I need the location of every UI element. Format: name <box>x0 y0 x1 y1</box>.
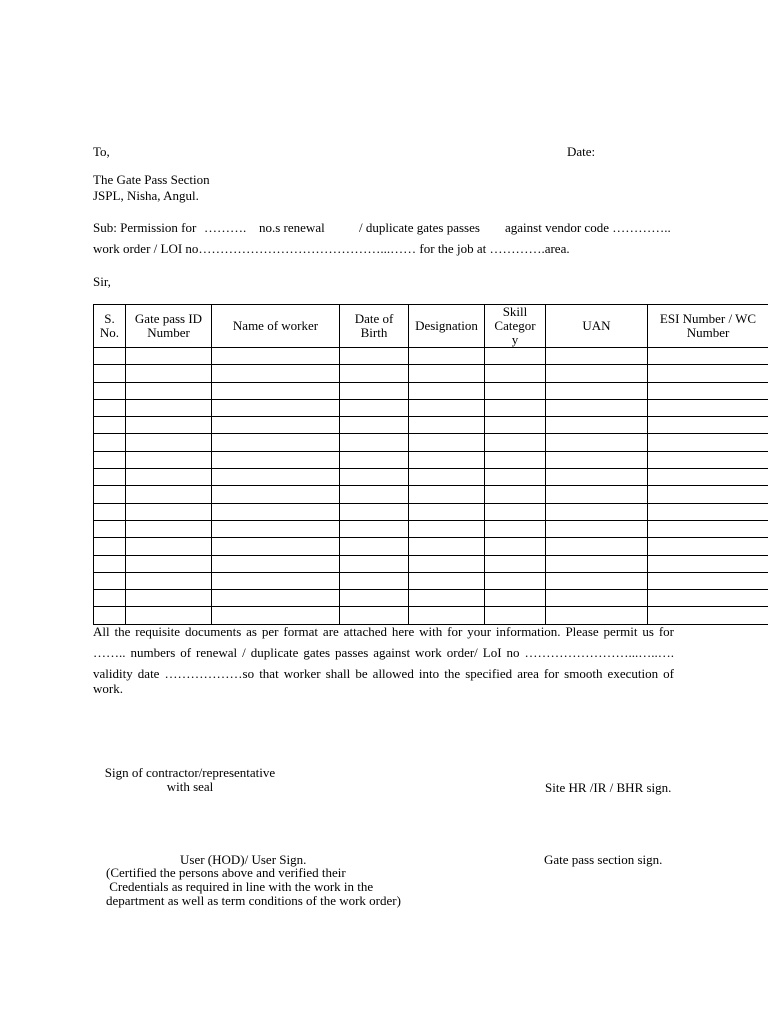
table-cell[interactable] <box>409 555 485 572</box>
table-cell[interactable] <box>409 434 485 451</box>
subject-work-order-line: work order / LOI no……………………………………...…… for the job at ………….area. <box>93 241 570 256</box>
table-cell[interactable] <box>212 538 340 555</box>
table-row <box>94 434 768 451</box>
user-hod-signature: User (HOD)/ User Sign. <box>180 852 307 867</box>
table-cell[interactable] <box>340 486 409 503</box>
table-cell[interactable] <box>340 520 409 537</box>
certification-note <box>106 866 401 908</box>
column-header-7 <box>546 305 648 348</box>
table-cell[interactable] <box>409 520 485 537</box>
table-cell[interactable] <box>485 469 546 486</box>
column-header-text: UAN <box>582 318 611 333</box>
certification-line-2: Credentials as required in line with the work in the <box>106 879 374 894</box>
table-row <box>94 469 768 486</box>
column-header-text: y <box>511 332 519 347</box>
table-cell[interactable] <box>648 365 768 382</box>
table-row <box>94 399 768 416</box>
table-cell[interactable] <box>94 555 126 572</box>
table-cell[interactable] <box>409 365 485 382</box>
table-cell[interactable] <box>212 434 340 451</box>
table-cell[interactable] <box>546 538 648 555</box>
table-cell[interactable] <box>94 538 126 555</box>
table-cell[interactable] <box>340 555 409 572</box>
table-cell[interactable] <box>212 365 340 382</box>
table-cell[interactable] <box>94 399 126 416</box>
table-cell[interactable] <box>546 555 648 572</box>
table-cell[interactable] <box>485 590 546 607</box>
table-cell[interactable] <box>126 520 212 537</box>
column-header-text: S. <box>104 311 115 326</box>
table-cell[interactable] <box>485 486 546 503</box>
column-header-text: Number <box>686 325 730 340</box>
table-cell[interactable] <box>340 572 409 589</box>
table-cell[interactable] <box>546 486 648 503</box>
table-body <box>94 348 768 625</box>
table-cell[interactable] <box>648 520 768 537</box>
column-header-4 <box>340 305 409 348</box>
table-row <box>94 348 768 365</box>
column-header-3 <box>212 305 340 348</box>
table-cell[interactable] <box>546 590 648 607</box>
table-cell[interactable] <box>409 590 485 607</box>
table-cell[interactable] <box>409 451 485 468</box>
table-cell[interactable] <box>546 572 648 589</box>
table-cell[interactable] <box>409 399 485 416</box>
to-label: To, <box>93 144 110 159</box>
column-header-1 <box>94 305 126 348</box>
table-cell[interactable] <box>126 365 212 382</box>
column-header-text: Gate pass ID <box>134 311 203 326</box>
table-row <box>94 382 768 399</box>
table-cell[interactable] <box>648 382 768 399</box>
table-cell[interactable] <box>409 382 485 399</box>
table-cell[interactable] <box>212 382 340 399</box>
table-cell[interactable] <box>546 503 648 520</box>
subject-label: Sub: Permission for <box>93 220 197 235</box>
table-cell[interactable] <box>648 417 768 434</box>
table-cell[interactable] <box>212 486 340 503</box>
body-line-2: …….. numbers of renewal / duplicate gates passes against work order/ LoI no ……………………...…..…. <box>93 645 674 660</box>
column-header-6 <box>485 305 546 348</box>
table-cell[interactable] <box>409 486 485 503</box>
table-cell[interactable] <box>648 538 768 555</box>
salutation: Sir, <box>93 274 111 289</box>
table-cell[interactable] <box>340 538 409 555</box>
table-cell[interactable] <box>340 417 409 434</box>
table-cell[interactable] <box>94 434 126 451</box>
table-cell[interactable] <box>94 503 126 520</box>
table-cell[interactable] <box>126 503 212 520</box>
subject-blank-count: ………. <box>204 220 247 235</box>
table-cell[interactable] <box>648 399 768 416</box>
column-header-text: Categor <box>494 318 536 333</box>
table-cell[interactable] <box>409 469 485 486</box>
table-cell[interactable] <box>126 399 212 416</box>
table-cell[interactable] <box>485 451 546 468</box>
table-cell[interactable] <box>212 348 340 365</box>
table-cell[interactable] <box>648 555 768 572</box>
recipient-line-1: The Gate Pass Section <box>93 172 210 187</box>
table-cell[interactable] <box>340 348 409 365</box>
certification-line-3: department as well as term conditions of the work order) <box>106 893 401 908</box>
table-cell[interactable] <box>409 538 485 555</box>
table-cell[interactable] <box>126 590 212 607</box>
table-cell[interactable] <box>485 607 546 624</box>
table-cell[interactable] <box>485 555 546 572</box>
table-cell[interactable] <box>126 417 212 434</box>
table-cell[interactable] <box>126 555 212 572</box>
table-cell[interactable] <box>212 590 340 607</box>
table-cell[interactable] <box>94 607 126 624</box>
table-row <box>94 365 768 382</box>
column-header-2 <box>126 305 212 348</box>
table-cell[interactable] <box>212 451 340 468</box>
table-cell[interactable] <box>212 520 340 537</box>
recipient-line-2: JSPL, Nisha, Angul. <box>93 188 199 203</box>
table-row <box>94 555 768 572</box>
column-header-text: Designation <box>415 318 478 333</box>
table-cell[interactable] <box>212 469 340 486</box>
table-cell[interactable] <box>546 399 648 416</box>
table-cell[interactable] <box>126 607 212 624</box>
table-cell[interactable] <box>546 451 648 468</box>
table-cell[interactable] <box>409 607 485 624</box>
table-cell[interactable] <box>546 469 648 486</box>
table-cell[interactable] <box>94 469 126 486</box>
table-cell[interactable] <box>546 365 648 382</box>
table-row <box>94 451 768 468</box>
table-header-row <box>94 305 768 348</box>
table-cell[interactable] <box>648 503 768 520</box>
column-header-8 <box>648 305 768 348</box>
table-cell[interactable] <box>126 572 212 589</box>
table-cell[interactable] <box>212 555 340 572</box>
table-cell[interactable] <box>212 607 340 624</box>
table-cell[interactable] <box>212 399 340 416</box>
table-cell[interactable] <box>94 520 126 537</box>
table-row <box>94 417 768 434</box>
table-cell[interactable] <box>340 590 409 607</box>
table-cell[interactable] <box>340 399 409 416</box>
table-cell[interactable] <box>546 348 648 365</box>
body-line-3: validity date ………………so that worker shall be allowed into the specified area for smooth execution of work. <box>93 666 674 696</box>
column-header-text: Name of worker <box>232 318 319 333</box>
table-cell[interactable] <box>340 469 409 486</box>
subject-vendor-code: against vendor code ………….. <box>505 220 671 235</box>
table-cell[interactable] <box>94 590 126 607</box>
table-cell[interactable] <box>546 607 648 624</box>
table-cell[interactable] <box>546 520 648 537</box>
subject-duplicate: / duplicate gates passes <box>359 220 480 235</box>
table-cell[interactable] <box>126 451 212 468</box>
table-row <box>94 486 768 503</box>
table-cell[interactable] <box>126 348 212 365</box>
table-cell[interactable] <box>409 348 485 365</box>
table-cell[interactable] <box>340 503 409 520</box>
column-header-text: ESI Number / WC <box>659 311 757 326</box>
contractor-signature-line-2: with seal <box>166 779 214 794</box>
table-cell[interactable] <box>648 434 768 451</box>
table-cell[interactable] <box>485 382 546 399</box>
table-cell[interactable] <box>212 417 340 434</box>
table-cell[interactable] <box>94 365 126 382</box>
table-cell[interactable] <box>485 520 546 537</box>
table-cell[interactable] <box>94 451 126 468</box>
table-cell[interactable] <box>485 399 546 416</box>
table-cell[interactable] <box>485 572 546 589</box>
table-row <box>94 607 768 624</box>
date-label: Date: <box>567 144 596 159</box>
table-cell[interactable] <box>648 590 768 607</box>
table-cell[interactable] <box>212 572 340 589</box>
table-cell[interactable] <box>485 503 546 520</box>
table-row <box>94 503 768 520</box>
table-cell[interactable] <box>94 572 126 589</box>
table-row <box>94 590 768 607</box>
table-cell[interactable] <box>409 503 485 520</box>
table-cell[interactable] <box>126 538 212 555</box>
table-cell[interactable] <box>94 486 126 503</box>
table-cell[interactable] <box>94 382 126 399</box>
table-cell[interactable] <box>648 451 768 468</box>
body-line-1: All the requisite documents as per format are attached here with for your information. Please permit us for <box>93 624 674 639</box>
contractor-signature-line-1: Sign of contractor/representative <box>104 765 276 780</box>
table-cell[interactable] <box>340 434 409 451</box>
certification-line-1: (Certified the persons above and verified their <box>106 865 346 880</box>
table-cell[interactable] <box>409 417 485 434</box>
table-row <box>94 572 768 589</box>
table-cell[interactable] <box>409 572 485 589</box>
table-cell[interactable] <box>648 486 768 503</box>
table-cell[interactable] <box>485 434 546 451</box>
table-cell[interactable] <box>546 417 648 434</box>
table-cell[interactable] <box>648 469 768 486</box>
table-cell[interactable] <box>546 382 648 399</box>
table-row <box>94 520 768 537</box>
table-row <box>94 538 768 555</box>
table-cell[interactable] <box>340 451 409 468</box>
table-cell[interactable] <box>94 417 126 434</box>
table-cell[interactable] <box>648 572 768 589</box>
table-cell[interactable] <box>485 348 546 365</box>
table-cell[interactable] <box>126 434 212 451</box>
table-cell[interactable] <box>126 382 212 399</box>
table-cell[interactable] <box>94 348 126 365</box>
table-cell[interactable] <box>648 607 768 624</box>
column-header-text: Number <box>147 325 190 340</box>
worker-table <box>93 304 768 625</box>
table-cell[interactable] <box>485 417 546 434</box>
table-cell[interactable] <box>340 382 409 399</box>
table-cell[interactable] <box>485 538 546 555</box>
contractor-signature-block <box>104 766 276 794</box>
column-header-text: Skill <box>502 304 528 319</box>
gate-pass-section-signature: Gate pass section sign. <box>544 852 663 867</box>
site-hr-signature: Site HR /IR / BHR sign. <box>545 780 672 795</box>
table-cell[interactable] <box>485 365 546 382</box>
subject-renewal: no.s renewal <box>259 220 325 235</box>
table-cell[interactable] <box>648 348 768 365</box>
column-header-5 <box>409 305 485 348</box>
table-cell[interactable] <box>212 503 340 520</box>
table-cell[interactable] <box>126 486 212 503</box>
table-cell[interactable] <box>126 469 212 486</box>
table-cell[interactable] <box>340 607 409 624</box>
column-header-text: Date of <box>354 311 394 326</box>
table-cell[interactable] <box>546 434 648 451</box>
table-cell[interactable] <box>340 365 409 382</box>
column-header-text: Birth <box>360 325 388 340</box>
column-header-text: No. <box>99 325 120 340</box>
